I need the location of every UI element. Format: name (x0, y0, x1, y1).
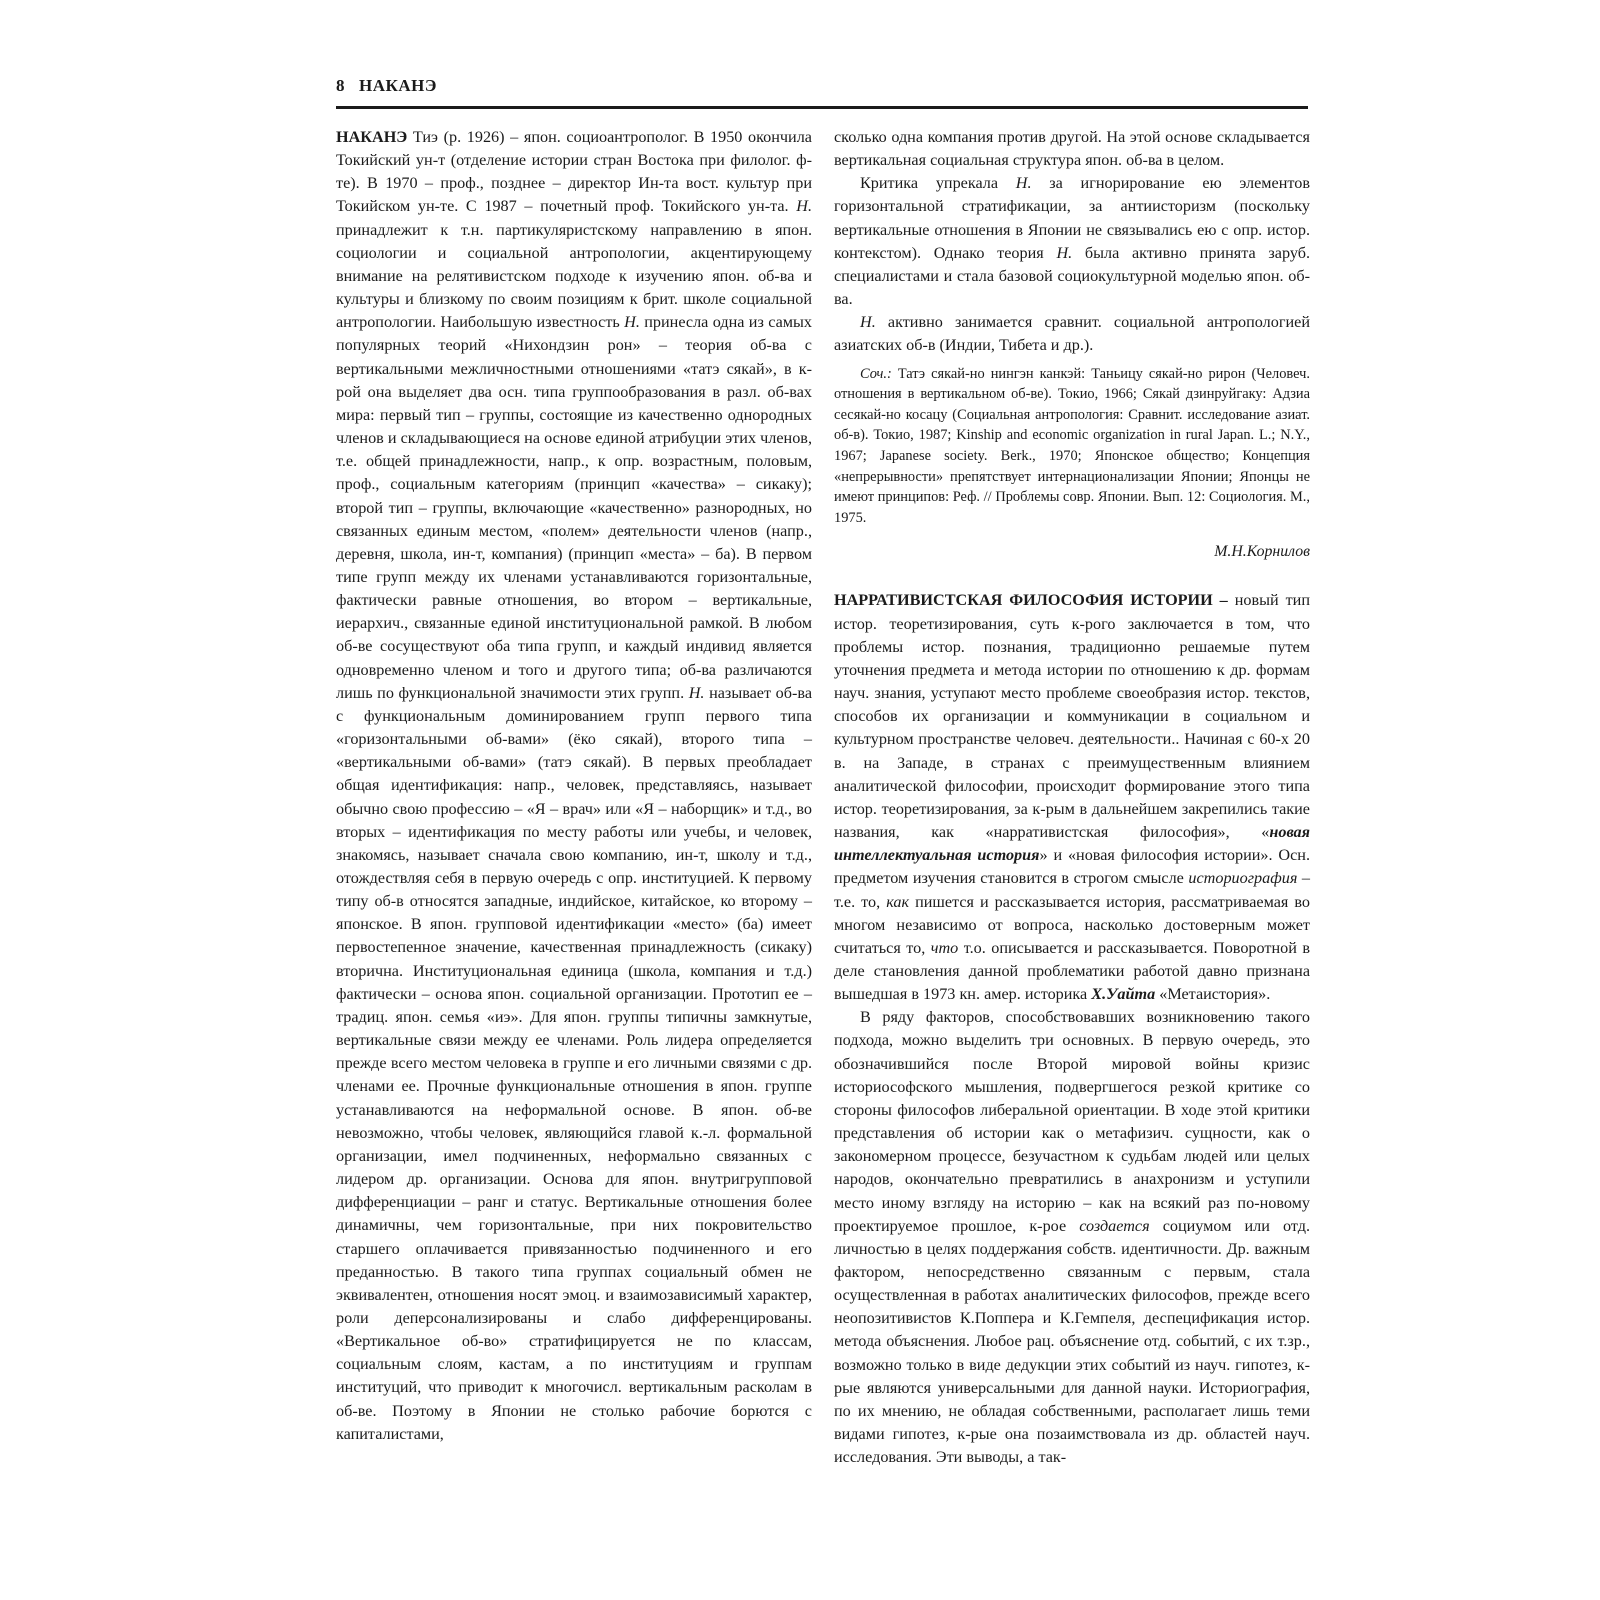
right-column (834, 126, 1310, 1469)
headword-narrativist: НАРРАТИВИСТСКАЯ ФИЛОСОФИЯ ИСТОРИИ – (834, 591, 1228, 610)
headword-nakane: НАКАНЭ (336, 128, 408, 146)
article-narrativist-paragraph-1 (834, 589, 1310, 1006)
running-head (336, 76, 1308, 109)
headword-given-name: Тиэ (407, 128, 438, 146)
page-number: 8 (336, 76, 345, 95)
text-span: «Метаистория». (1155, 985, 1271, 1004)
text-span: называет об-ва с функциональным доминированием групп первого типа «горизонтальными об-вами» (ёко сякай), второго типа – «вертикальными об-вами» (татэ сякай). В первых преобладает общая идентификация: напр., человек, представляясь, называет обычно свою профессию – «Я – врач» или «Я – наборщик» и т.д., во вторых – идентификация по месту работы или учебы, и человек, знакомясь, называет сначала свою компанию, ин-т, школу и т.д., отождествляя себя в первую очередь с опр. институцией. К первому типу об-в относятся западные, индийское, китайское, ко второму – японское. В япон. групповой идентификации «место» (ба) имеет первостепенное значение, качественная принадлежность (сикаку) вторична. Институциональная единица (школа, компания и т.д.) фактически – основа япон. социальной организации. Прототип ее – традиц. япон. семья «иэ». Для япон. группы типичны замкнутые, вертикальные связи между ее членами. Роль лидера определяется прежде всего местом человека в группе и его личными связями с др. членами ее. Прочные функциональные отношения в япон. группе устанавливаются на неформальной основе. В япон. об-ве невозможно, чтобы человек, являющийся главой к.-л. формальной организации, имел подчиненных, неформально связанных с лидером др. организации. Основа для япон. внутригрупповой дифференциации – ранг и статус. Вертикальные отношения более динамичны, чем горизонтальные, при них покровительство старшего оплачивается привязанностью подчиненного и его преданностью. В такого типа группах социальный обмен не эквивалентен, отношения носят эмоц. и взаимозависимый характер, роли деперсонализированы и слабо дифференцированы. «Вертикальное об-во» стратифицируется не по классам, социальным слоям, кастам, а по институциям и группам институций, что приводит к многочисл. вертикальным расколам в об-ве. Поэтому в Японии не столько рабочие борются с капиталистами, (336, 683, 812, 1443)
text-span: принадлежит к т.н. партикуляристскому направлению в япон. социологии и социальной антропологии, акцентирующему внимание на релятивистском подходе к изучению япон. об-ва и культуры и близкому по своим позициям к брит. школе социальной антропологии. Наибольшую известность (336, 220, 812, 332)
text-span: активно занимается сравнит. социальной антропологией азиатских об-в (Индии, Тибета и др.). (834, 313, 1310, 355)
abbrev-n: Н. (796, 197, 812, 216)
text-span: (р. 1926) – япон. социоантрополог. В 1950 окончила Токийский ун-т (отделение истории стран Востока при филолог. ф-те). В 1970 – проф., позднее – директор Ин-та вост. культур при Токийском ун-те. С 1987 – почетный проф. Токийского ун-та. (336, 128, 812, 216)
text-span: принесла одна из самых популярных теорий «Нихондзин рон» – теория об-ва с вертикальными межличностными отношениями «татэ сякай», в к-рой она выделяет два осн. типа группообразования в разл. об-вах мира: первый тип – группы, состоящие из качественно однородных членов и складывающиеся на основе единой атрибуции этих членов, т.е. общей принадлежности, напр., к опр. возрастным, половым, проф., социальным категориям (принцип «качества» – сикаку); второй тип – группы, включающие «качественно» разнородных, но связанных единым местом, «полем» деятельности членов (напр., деревня, школа, ин-т, компания) (принцип «места» – ба). В первом типе групп между их членами устанавливаются горизонтальные, фактически равные отношения, во втором – вертикальные, иерархич., связанные единой институциональной рамкой. В любом об-ве сосуществуют оба типа групп, и каждый индивид является одновременно членом и того и другого типа; об-ва различаются лишь по функциональной значимости этих групп. (336, 313, 812, 702)
works-text: Татэ сякай-но нингэн канкэй: Таньицу сякай-но рирон (Человеч. отношения в вертикальном об-ве). Токио, 1966; Сякай дзинруйгаку: Адзиа сесякай-но косацу (Социальная антропология: Сравнит. исследование азиат. об-в). Токио, 1987; Kinship and economic organization in rural Japan. L.; N.Y., 1967; Japanese society. Berk., 1970; Японское общество; Концепция «непрерывности» препятствует интернационализации Японии; Японцы не имеют принципов: Реф. // Проблемы совр. Японии. Вып. 12: Социология. М., 1975. (834, 365, 1310, 526)
abbrev-n: Н. (1056, 243, 1073, 262)
works-label: Соч.: (860, 365, 892, 382)
abbrev-n: Н. (624, 313, 640, 332)
article-nakane-paragraph-2 (834, 172, 1310, 311)
abbrev-n: Н. (860, 313, 876, 332)
text-span: пишется и рассказывается история, рассматриваемая во многом независимо от вопроса, насколько достоверным может считаться то, (834, 892, 1311, 957)
text-span: новый тип истор. теоретизирования, суть к-рого заключается в том, что проблемы истор. познания, традиционно решаемые путем уточнения предмета и метода истории по отношению к др. формам науч. знания, уступают место проблеме своеобразия истор. текстов, способов их организации и коммуникации в социальном и культурном пространстве человеч. деятельности.. Начиная с 60-х 20 в. на Западе, в странах с преимущественным влиянием аналитической философии, происходит формирование этого типа истор. теоретизирования, за к-рым в дальнейшем закрепились такие названия, как «нарративистская философия», « (834, 591, 1311, 842)
article-nakane-paragraph-1 (336, 126, 812, 1446)
text-span: т.о. описывается и рассказывается. Поворотной в деле становления данной проблематики работой давно признана вышедшая в 1973 кн. амер. историка (834, 938, 1310, 1004)
running-title: НАКАНЭ (359, 76, 437, 95)
text-span: В ряду факторов, способствовавших возникновению такого подхода, можно выделить три основных. В первую очередь, это обозначившийся после Второй мировой войны кризис историософского мышления, подвергшегося резкой критике со стороны философов либеральной ориентации. В ходе этой критики представления об истории как о метафизич. сущности, как о закономерном процессе, безучастном к судьбам людей или целых народов, окончательно превратились в анахронизм и уступили место иному взгляду на историю – как на всякий раз по-новому проектируемое прошлое, к-рое (834, 1008, 1310, 1235)
text-span: Критика упрекала (860, 174, 1016, 193)
left-column (336, 126, 812, 1446)
text-span: социумом или отд. личностью в целях поддержания собств. идентичности. Др. важным фактором, непосредственно связанным с первым, стала осуществленная в работах аналитических философов, прежде всего неопозитивистов К.Поппера и К.Гемпеля, деспецификация истор. метода объяснения. Любое рац. объяснение отд. событий, с их т.зр., возможно только в виде дедукции этих событий из науч. гипотез, к-рые являются универсальными для данной науки. Историография, по их мнению, не обладая собственными, располагает лишь теми видами гипотез, к-рые она позаимствовала из др. областей науч. исследования. Эти выводы, а так- (834, 1216, 1311, 1467)
text-span: – т.е. то, (834, 869, 1310, 911)
article-author: М.Н.Корнилов (1214, 543, 1310, 561)
emphasis-italic: как (886, 892, 910, 911)
article-nakane-works (834, 364, 1310, 529)
abbrev-n: Н. (688, 683, 705, 702)
emphasis-italic: что (930, 938, 959, 957)
abbrev-n: Н. (1015, 174, 1032, 193)
text-span: за игнорирование ею элементов горизонтальной стратификации, за антиисторизм (поскольку вертикальные отношения в Японии не связывались ею с опр. истор. контекстом). Однако теория (834, 174, 1310, 262)
emphasis-italic: создается (1079, 1216, 1150, 1235)
article-narrativist-paragraph-2 (834, 1006, 1310, 1469)
text-span: » и «новая философия истории». Осн. предметом изучения становится в строгом смысле (834, 846, 1310, 888)
author-reference: Х.Уайта (1091, 985, 1156, 1004)
emphasis-italic: историография (1188, 869, 1298, 888)
article-nakane-paragraph-continued: сколько одна компания против другой. На этой основе складывается вертикальная социальная структура япон. об-ва в целом. (834, 128, 1310, 170)
emphasis-bold-italic: новая интеллектуальная история (834, 823, 1310, 865)
article-nakane-paragraph-3 (834, 311, 1310, 357)
text-span: была активно принята заруб. специалистами и стала базовой социокультурной моделью япон. об-ва. (834, 243, 1310, 309)
